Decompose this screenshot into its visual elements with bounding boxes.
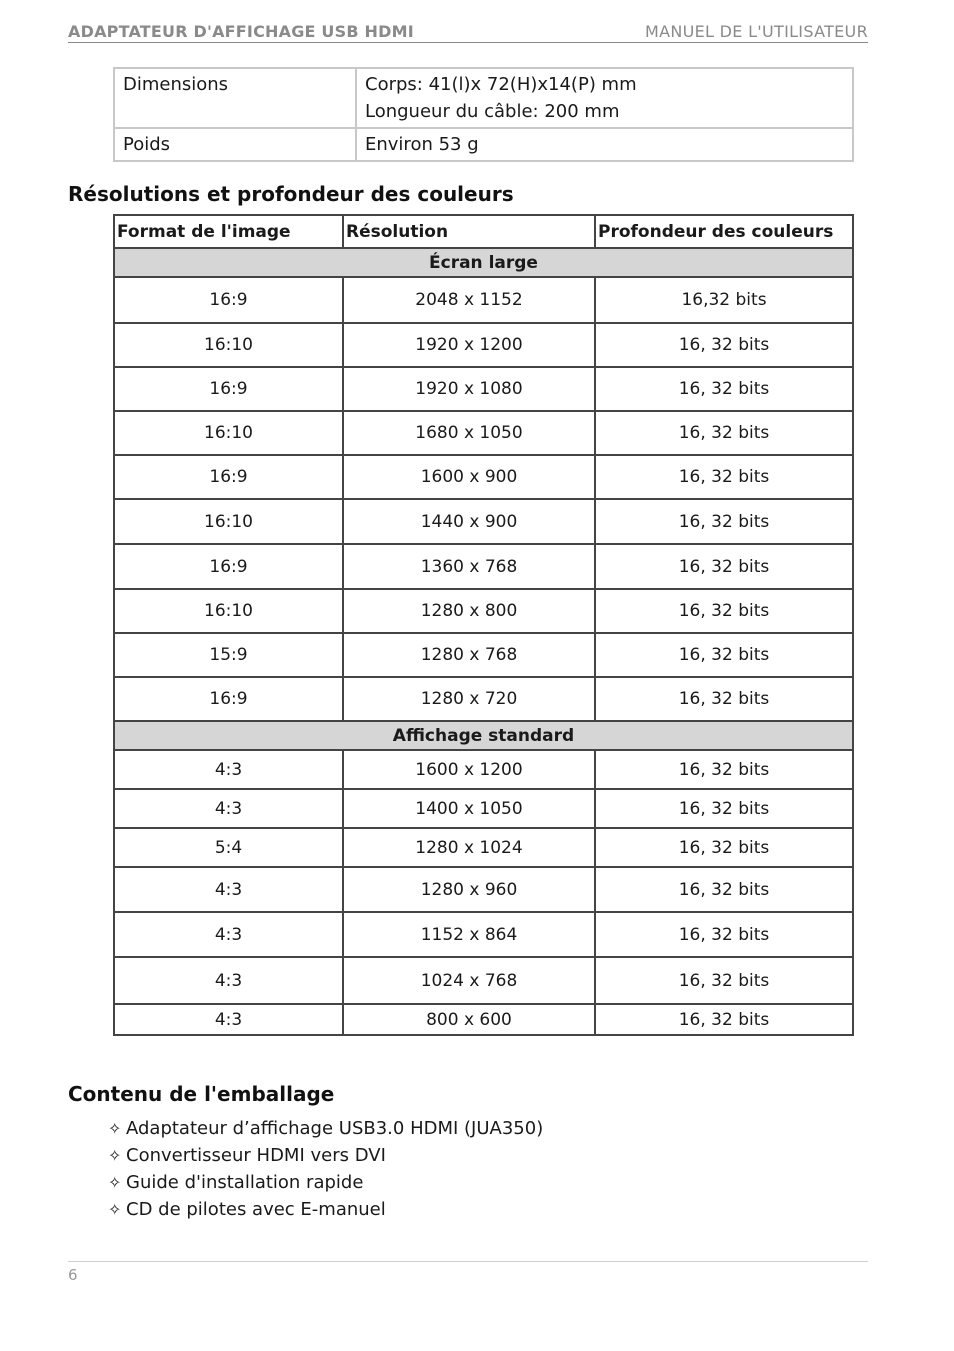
spec-value [356,68,853,128]
format-cell: 16:10 [114,411,343,455]
format-cell: 15:9 [114,633,343,677]
format-cell: 16:10 [114,323,343,367]
resolution-cell: 2048 x 1152 [343,277,595,323]
color-depth-cell: 16, 32 bits [595,789,853,828]
group-row [114,721,853,750]
color-depth-cell: 16, 32 bits [595,589,853,633]
column-header-format: Format de l'image [114,215,343,248]
color-depth-cell: 16, 32 bits [595,912,853,957]
resolution-cell: 800 x 600 [343,1004,595,1035]
table-row [114,499,853,544]
format-cell: 16:9 [114,544,343,589]
resolution-cell: 1280 x 960 [343,867,595,912]
specifications-table [113,67,854,162]
resolution-cell: 1152 x 864 [343,912,595,957]
spec-row [114,68,853,128]
format-cell: 16:10 [114,499,343,544]
color-depth-cell: 16, 32 bits [595,544,853,589]
resolution-cell: 1024 x 768 [343,957,595,1004]
package-section-title: Contenu de l'emballage [68,1082,335,1106]
color-depth-cell: 16, 32 bits [595,411,853,455]
list-item-text: Guide d'installation rapide [126,1172,364,1193]
table-row [114,1004,853,1035]
color-depth-cell: 16,32 bits [595,277,853,323]
format-cell: 16:9 [114,677,343,721]
resolution-cell: 1280 x 1024 [343,828,595,867]
page-header [68,22,868,43]
resolution-cell: 1280 x 800 [343,589,595,633]
color-depth-cell: 16, 32 bits [595,828,853,867]
color-depth-cell: 16, 32 bits [595,1004,853,1035]
resolution-cell: 1400 x 1050 [343,789,595,828]
resolution-cell: 1680 x 1050 [343,411,595,455]
bullet-icon: ✧ [108,1146,122,1165]
spec-row [114,128,853,161]
resolution-cell: 1920 x 1200 [343,323,595,367]
color-depth-cell: 16, 32 bits [595,957,853,1004]
column-header-resolution: Résolution [343,215,595,248]
table-row [114,867,853,912]
resolution-cell: 1280 x 720 [343,677,595,721]
table-row [114,411,853,455]
list-item-text: Adaptateur d’affichage USB3.0 HDMI (JUA350) [126,1118,544,1139]
spec-value-line: Longueur du câble: 200 mm [365,101,620,122]
spec-value [356,128,853,161]
color-depth-cell: 16, 32 bits [595,499,853,544]
list-item [108,1115,543,1142]
resolutions-table [113,214,854,1036]
resolutions-header-row [114,215,853,248]
table-row [114,544,853,589]
package-contents-list [108,1115,543,1223]
resolution-cell: 1600 x 900 [343,455,595,499]
table-row [114,455,853,499]
color-depth-cell: 16, 32 bits [595,677,853,721]
table-row [114,633,853,677]
table-row [114,957,853,1004]
table-row [114,750,853,789]
table-row [114,277,853,323]
bullet-icon: ✧ [108,1119,122,1138]
footer-divider [68,1261,868,1262]
resolutions-section-title: Résolutions et profondeur des couleurs [68,182,514,206]
table-row [114,589,853,633]
header-product-title: ADAPTATEUR D'AFFICHAGE USB HDMI [68,22,414,41]
format-cell: 16:9 [114,277,343,323]
group-row [114,248,853,277]
bullet-icon: ✧ [108,1200,122,1219]
bullet-icon: ✧ [108,1173,122,1192]
list-item-text: CD de pilotes avec E-manuel [126,1199,386,1220]
format-cell: 4:3 [114,912,343,957]
group-label: Affichage standard [114,721,853,750]
header-manual-title: MANUEL DE L'UTILISATEUR [645,22,868,41]
resolution-cell: 1360 x 768 [343,544,595,589]
format-cell: 16:9 [114,367,343,411]
table-row [114,828,853,867]
format-cell: 4:3 [114,1004,343,1035]
table-row [114,912,853,957]
color-depth-cell: 16, 32 bits [595,633,853,677]
list-item [108,1196,543,1223]
format-cell: 16:10 [114,589,343,633]
list-item [108,1142,543,1169]
color-depth-cell: 16, 32 bits [595,455,853,499]
color-depth-cell: 16, 32 bits [595,367,853,411]
spec-value-line: Environ 53 g [365,134,479,155]
list-item-text: Convertisseur HDMI vers DVI [126,1145,386,1166]
table-row [114,323,853,367]
resolution-cell: 1280 x 768 [343,633,595,677]
format-cell: 16:9 [114,455,343,499]
resolution-cell: 1440 x 900 [343,499,595,544]
format-cell: 4:3 [114,750,343,789]
resolution-cell: 1600 x 1200 [343,750,595,789]
spec-key: Dimensions [114,68,356,128]
color-depth-cell: 16, 32 bits [595,323,853,367]
format-cell: 4:3 [114,789,343,828]
color-depth-cell: 16, 32 bits [595,750,853,789]
format-cell: 4:3 [114,867,343,912]
table-row [114,367,853,411]
spec-key: Poids [114,128,356,161]
table-row [114,789,853,828]
group-label: Écran large [114,248,853,277]
spec-value-line: Corps: 41(l)x 72(H)x14(P) mm [365,74,637,95]
resolution-cell: 1920 x 1080 [343,367,595,411]
format-cell: 4:3 [114,957,343,1004]
color-depth-cell: 16, 32 bits [595,867,853,912]
column-header-color-depth: Profondeur des couleurs [595,215,853,248]
table-row [114,677,853,721]
page-number: 6 [68,1266,78,1284]
list-item [108,1169,543,1196]
format-cell: 5:4 [114,828,343,867]
